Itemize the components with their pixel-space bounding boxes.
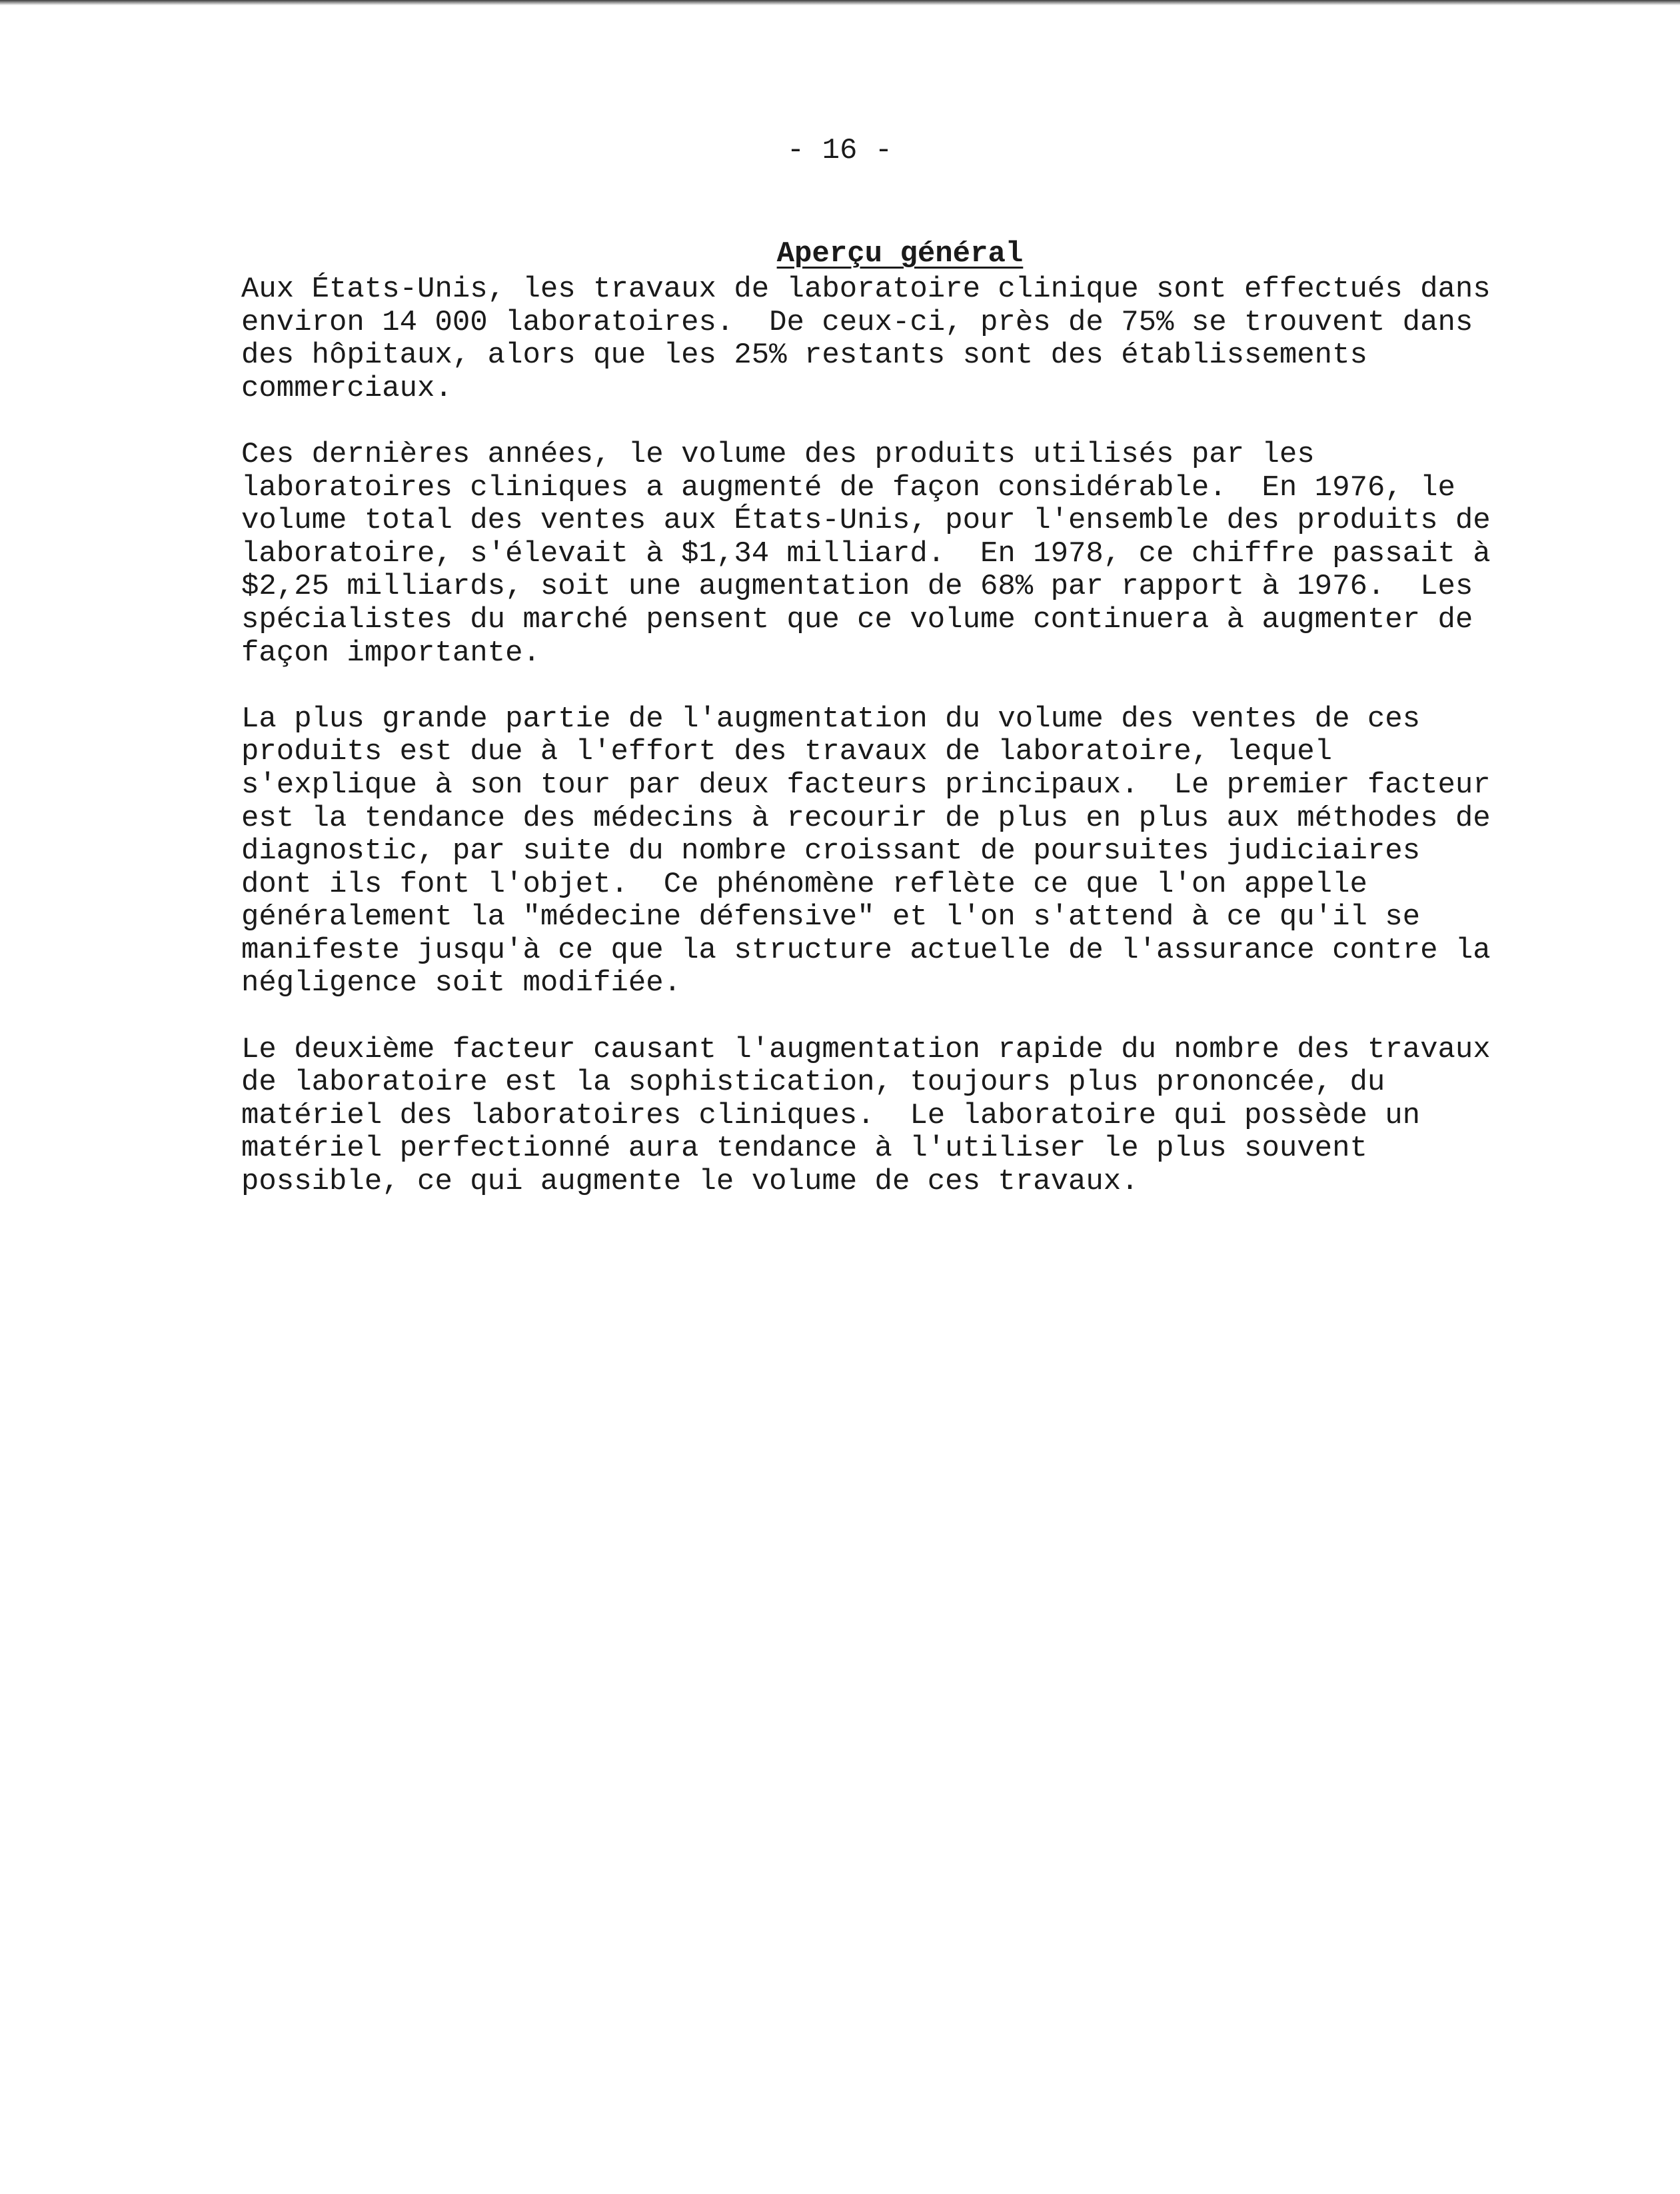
text-line: matériel perfectionné aura tendance à l'utiliser le plus souvent <box>241 1132 1367 1166</box>
text-line: laboratoire, s'élevait à $1,34 milliard. En 1978, ce chiffre passait à <box>241 537 1491 570</box>
paragraph-1 <box>241 273 1491 405</box>
text-line: des hôpitaux, alors que les 25% restants sont des établissements <box>241 339 1367 373</box>
text-line: laboratoires cliniques a augmenté de façon considérable. En 1976, le <box>241 471 1455 505</box>
body-text <box>241 273 1491 1232</box>
scan-edge-line <box>0 0 1680 5</box>
text-line: possible, ce qui augmente le volume de ces travaux. <box>241 1165 1139 1199</box>
paragraph-4 <box>241 1032 1491 1199</box>
text-line: commerciaux. <box>241 371 452 405</box>
text-line: diagnostic, par suite du nombre croissant de poursuites judiciaires <box>241 834 1421 868</box>
paragraph-2 <box>241 437 1491 670</box>
text-line: Ces dernières années, le volume des produits utilisés par les <box>241 437 1315 471</box>
section-heading-text: Aperçu général <box>776 237 1024 271</box>
text-line: volume total des ventes aux États-Unis, pour l'ensemble des produits de <box>241 504 1491 538</box>
text-line: produits est due à l'effort des travaux de laboratoire, lequel <box>241 735 1333 769</box>
text-line: dont ils font l'objet. Ce phénomène reflète ce que l'on appelle <box>241 867 1367 901</box>
text-line: façon importante. <box>241 636 540 670</box>
text-line: Le deuxième facteur causant l'augmentation rapide du nombre des travaux <box>241 1032 1491 1066</box>
text-line: $2,25 milliards, soit une augmentation de 68% par rapport à 1976. Les <box>241 570 1473 604</box>
paragraph-3 <box>241 702 1491 1000</box>
text-line: généralement la "médecine défensive" et l'on s'attend à ce qu'il se <box>241 900 1421 934</box>
text-line: est la tendance des médecins à recourir de plus en plus aux méthodes de <box>241 801 1491 835</box>
text-line: de laboratoire est la sophistication, toujours plus prononcée, du <box>241 1066 1385 1100</box>
text-line: s'explique à son tour par deux facteurs principaux. Le premier facteur <box>241 768 1491 802</box>
page-number: - 16 - <box>786 134 893 167</box>
text-line: manifeste jusqu'à ce que la structure actuelle de l'assurance contre la <box>241 933 1491 967</box>
text-line: spécialistes du marché pensent que ce volume continuera à augmenter de <box>241 602 1473 636</box>
text-line: La plus grande partie de l'augmentation du volume des ventes de ces <box>241 702 1421 736</box>
text-line: environ 14 000 laboratoires. De ceux-ci, près de 75% se trouvent dans <box>241 305 1473 339</box>
text-line: matériel des laboratoires cliniques. Le laboratoire qui possède un <box>241 1098 1421 1132</box>
text-line: Aux États-Unis, les travaux de laboratoire clinique sont effectués dans <box>241 273 1491 306</box>
text-line: négligence soit modifiée. <box>241 966 682 1000</box>
